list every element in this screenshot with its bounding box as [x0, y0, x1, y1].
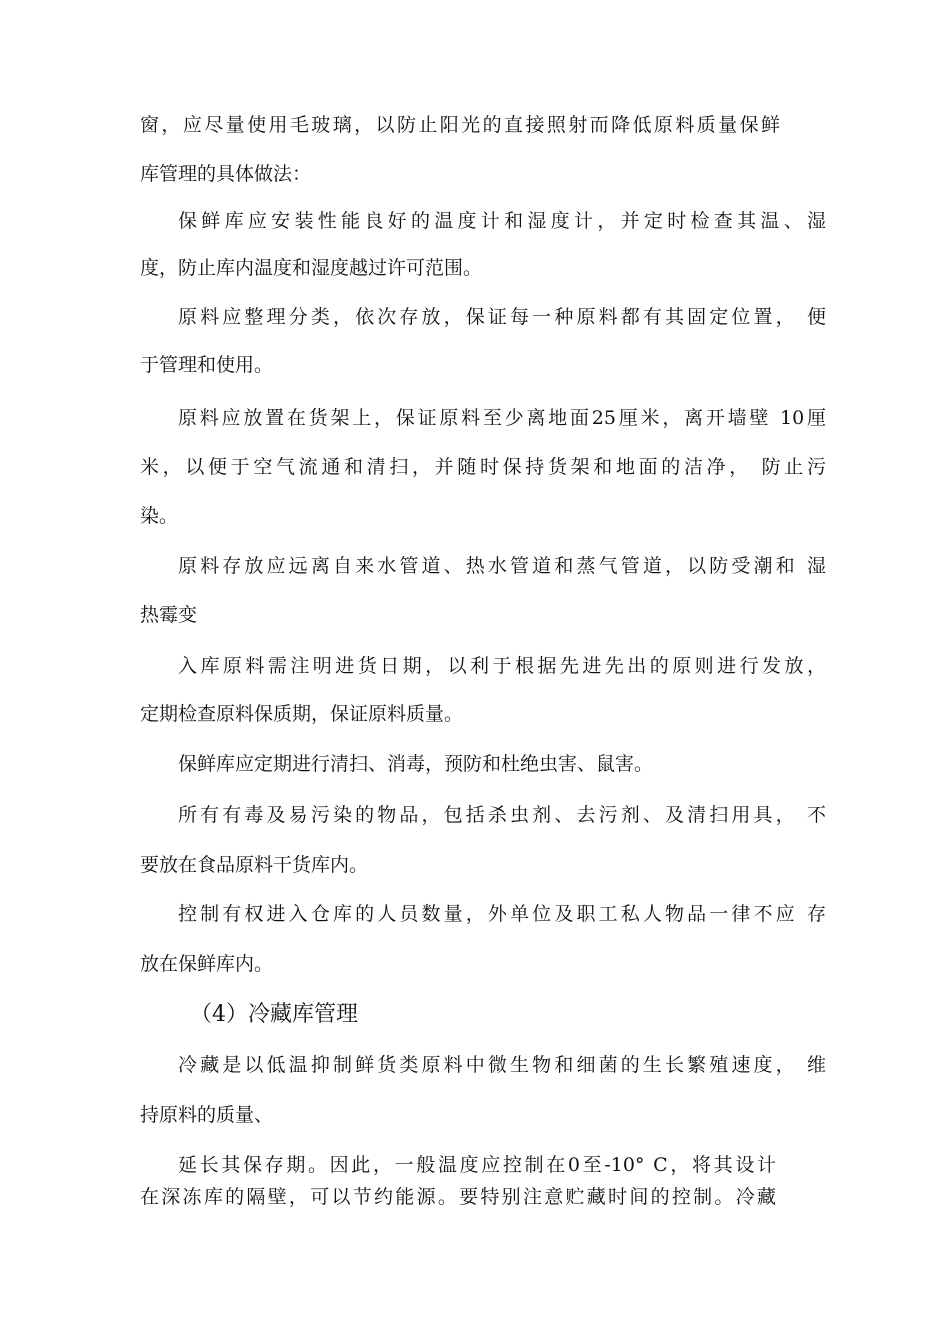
text-line: 热霉变 — [140, 604, 198, 626]
text-line: 控制有权进入仓库的人员数量，外单位及职工私人物品一律不应 存 — [178, 903, 826, 925]
text-line: 米，以便于空气流通和清扫，并随时保持货架和地面的洁净， 防止污 — [140, 456, 826, 478]
text-line: 库管理的具体做法： — [140, 163, 312, 185]
text-line: 延长其保存期。因此，一般温度应控制在0至-10° C，将其设计 — [178, 1154, 776, 1176]
text-line: 原料应整理分类，依次存放，保证每一种原料都有其固定位置， 便 — [178, 306, 826, 328]
text-line: 在深冻库的隔壁，可以节约能源。要特别注意贮藏时间的控制。冷藏 — [140, 1186, 776, 1208]
text-line: 持原料的质量、 — [140, 1104, 274, 1126]
text-line: 度，防止库内温度和湿度越过许可范围。 — [140, 257, 483, 279]
text-line: 冷藏是以低温抑制鲜货类原料中微生物和细菌的生长繁殖速度， 维 — [178, 1054, 826, 1076]
text-line: 保鲜库应安装性能良好的温度计和湿度计，并定时检查其温、湿 — [178, 210, 826, 232]
text-line: 保鲜库应定期进行清扫、消毒，预防和杜绝虫害、鼠害。 — [178, 753, 654, 775]
text-line: 于管理和使用。 — [140, 354, 274, 376]
text-line: 窗，应尽量使用毛玻璃，以防止阳光的直接照射而降低原料质量保鲜 — [140, 114, 780, 136]
text-line: 染。 — [140, 505, 179, 527]
text-line: 原料存放应远离自来水管道、热水管道和蒸气管道，以防受潮和 湿 — [178, 555, 826, 577]
text-line: 入库原料需注明进货日期，以利于根据先进先出的原则进行发放， — [178, 655, 826, 677]
text-line: 所有有毒及易污染的物品，包括杀虫剂、去污剂、及清扫用具， 不 — [178, 804, 826, 826]
text-line: 要放在食品原料干货库内。 — [140, 854, 369, 876]
text-line: 放在保鲜库内。 — [140, 953, 274, 975]
section-heading: （4）冷藏库管理 — [190, 1002, 358, 1027]
text-line: 定期检查原料保质期，保证原料质量。 — [140, 703, 464, 725]
text-line: 原料应放置在货架上，保证原料至少离地面25厘米，离开墙壁 10厘 — [178, 407, 826, 429]
